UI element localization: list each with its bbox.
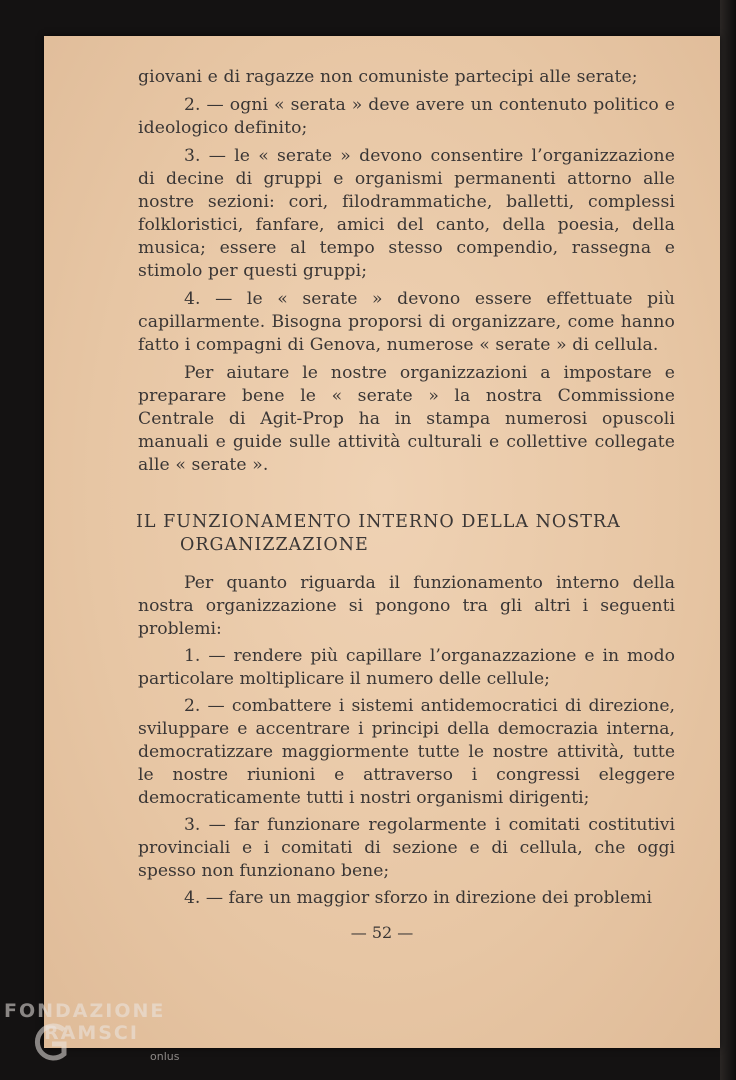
paragraph-6: Per quanto riguarda il funzionamento interno della nostra organizzazione si pongono tra gli altri i seguenti problemi: [138,573,675,639]
paragraph-5: Per aiutare le nostre organizzazioni a impostare e preparare bene le « serate » la nostra Commissione Centrale di Agit-Prop ha in stampa numerosi opuscoli manuali e guide sulle attività culturali e collettive collegate alle « serate ». [138,363,675,475]
watermark-logo [4,1000,204,1078]
watermark-suffix: onlus [150,1050,180,1063]
paragraph-3: 3. — le « serate » devono consentire l’organizzazione di decine di gruppi e organismi permanenti attorno alle nostre sezioni: cori, filodrammatiche, balletti, complessi folkloristici, fanfare, amici del canto, della poesia, della musica; essere al tempo stesso compendio, rassegna e stimolo per questi gruppi; [138,146,675,281]
paragraph-7: 1. — rendere più capillare l’organazzazione e in modo particolare moltiplicare il numero delle cellule; [138,646,675,689]
paragraph-10: 4. — fare un maggior sforzo in direzione dei problemi [184,888,652,908]
paragraph-4: 4. — le « serate » devono essere effettuate più capillarmente. Bisogna proporsi di organizzare, come hanno fatto i compagni di Genova, numerose « serate » di cellula. [138,289,675,355]
section-heading [136,511,676,557]
heading-line-1: IL FUNZIONAMENTO INTERNO DELLA NOSTRA [136,512,621,532]
paragraph-1: giovani e di ragazze non comuniste partecipi alle serate; [138,67,638,87]
paragraph-9: 3. — far funzionare regolarmente i comitati costitutivi provinciali e i comitati di sezione e di cellula, che oggi spesso non funzionano bene; [138,815,675,881]
paragraph-2: 2. — ogni « serata » deve avere un contenuto politico e ideologico definito; [138,95,675,138]
book-page [44,36,720,1048]
heading-line-2: ORGANIZZAZIONE [180,535,369,555]
page-number: — 52 — [350,923,414,942]
watermark-line-2: RAMSCI [44,1022,139,1044]
scan-edge [720,0,736,1080]
watermark-line-1: FONDAZIONE [4,1000,166,1022]
body-text-bottom [138,572,675,914]
body-text-top [138,66,675,482]
paragraph-8: 2. — combattere i sistemi antidemocratici di direzione, sviluppare e accentrare i principi della democrazia interna, democratizzare maggiormente tutte le nostre attività, tutte le nostre riunioni e attraverso i congressi eleggere democraticamente tutti i nostri organismi dirigenti; [138,696,675,808]
